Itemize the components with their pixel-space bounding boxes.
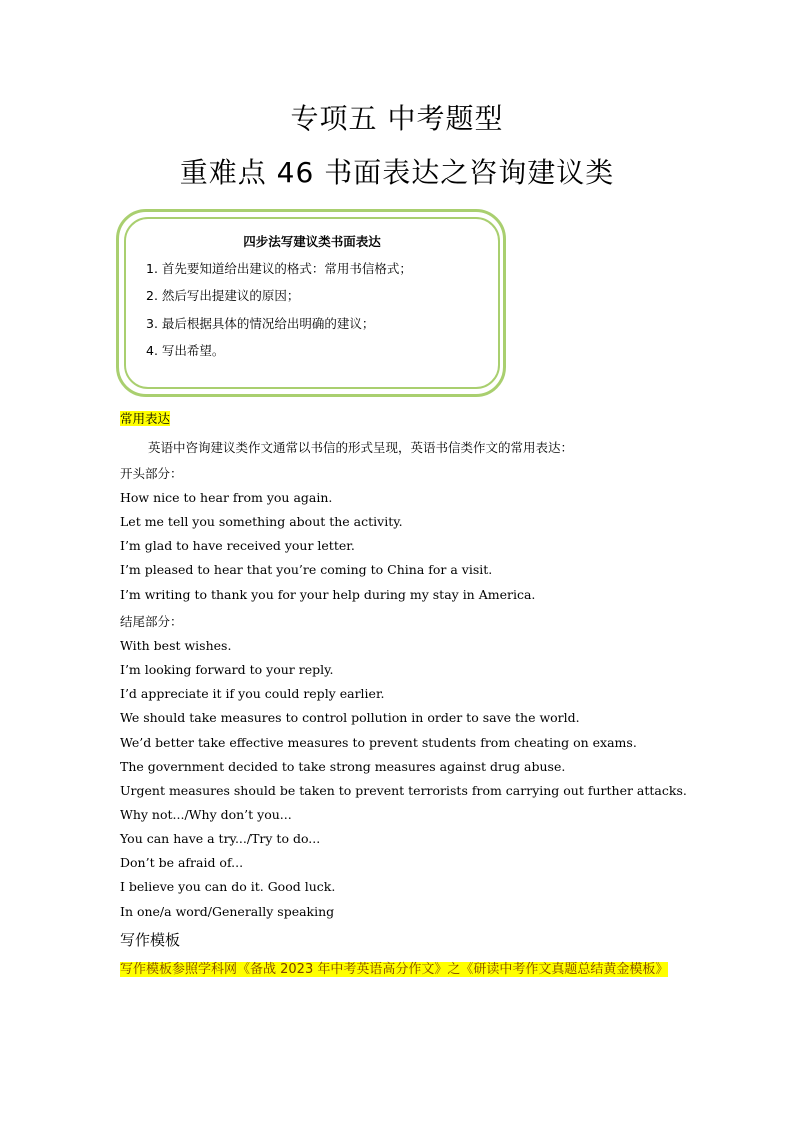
opening-phrase: Let me tell you something about the activity. (120, 514, 403, 529)
closing-phrase: I believe you can do it. Good luck. (120, 879, 336, 894)
opening-phrase: How nice to hear from you again. (120, 490, 333, 505)
template-note-text: 写作模板参照学科网《备战 2023 年中考英语高分作文》之《研读中考作文真题总结黄金模板》 (120, 962, 669, 977)
closing-phrase: You can have a try.../Try to do... (120, 831, 321, 846)
page-title-topic: 重难点 46 书面表达之咨询建议类 (179, 156, 615, 189)
opening-phrase: I’m glad to have received your letter. (120, 538, 355, 553)
tips-box-item: 4. 写出希望。 (146, 343, 225, 358)
closing-phrase: In one/a word/Generally speaking (120, 904, 335, 919)
opening-phrase: I’m writing to thank you for your help during my stay in America. (120, 587, 536, 602)
tips-box-item: 3. 最后根据具体的情况给出明确的建议； (146, 316, 375, 331)
page-title-section: 专项五 中考题型 (290, 102, 504, 135)
tips-box-item: 2. 然后写出提建议的原因； (146, 288, 300, 303)
opening-phrase: I’m pleased to hear that you’re coming to China for a visit. (120, 562, 493, 577)
closing-phrase: Don’t be afraid of... (120, 855, 244, 870)
section-heading (120, 409, 170, 427)
closing-label: 结尾部分： (120, 614, 183, 629)
closing-phrase: We’d better take effective measures to prevent students from cheating on exams. (120, 735, 637, 750)
template-note (120, 957, 690, 982)
closing-phrase: Why not.../Why don’t you... (120, 807, 292, 822)
closing-phrase: Urgent measures should be taken to prevent terrorists from carrying out further attacks. (120, 783, 687, 798)
section-intro: 英语中咨询建议类作文通常以书信的形式呈现，英语书信类作文的常用表达： (148, 440, 574, 455)
closing-phrase: I’d appreciate it if you could reply earlier. (120, 686, 385, 701)
closing-phrase: With best wishes. (120, 638, 232, 653)
template-heading: 写作模板 (120, 931, 181, 949)
closing-phrase: We should take measures to control pollution in order to save the world. (120, 710, 580, 725)
section-heading-text: 常用表达 (120, 411, 171, 426)
opening-label: 开头部分： (120, 466, 183, 481)
closing-phrase: The government decided to take strong measures against drug abuse. (120, 759, 566, 774)
tips-box-title: 四步法写建议类书面表达 (243, 234, 381, 249)
tips-box-item: 1. 首先要知道给出建议的格式：常用书信格式； (146, 261, 412, 276)
closing-phrase: I’m looking forward to your reply. (120, 662, 334, 677)
